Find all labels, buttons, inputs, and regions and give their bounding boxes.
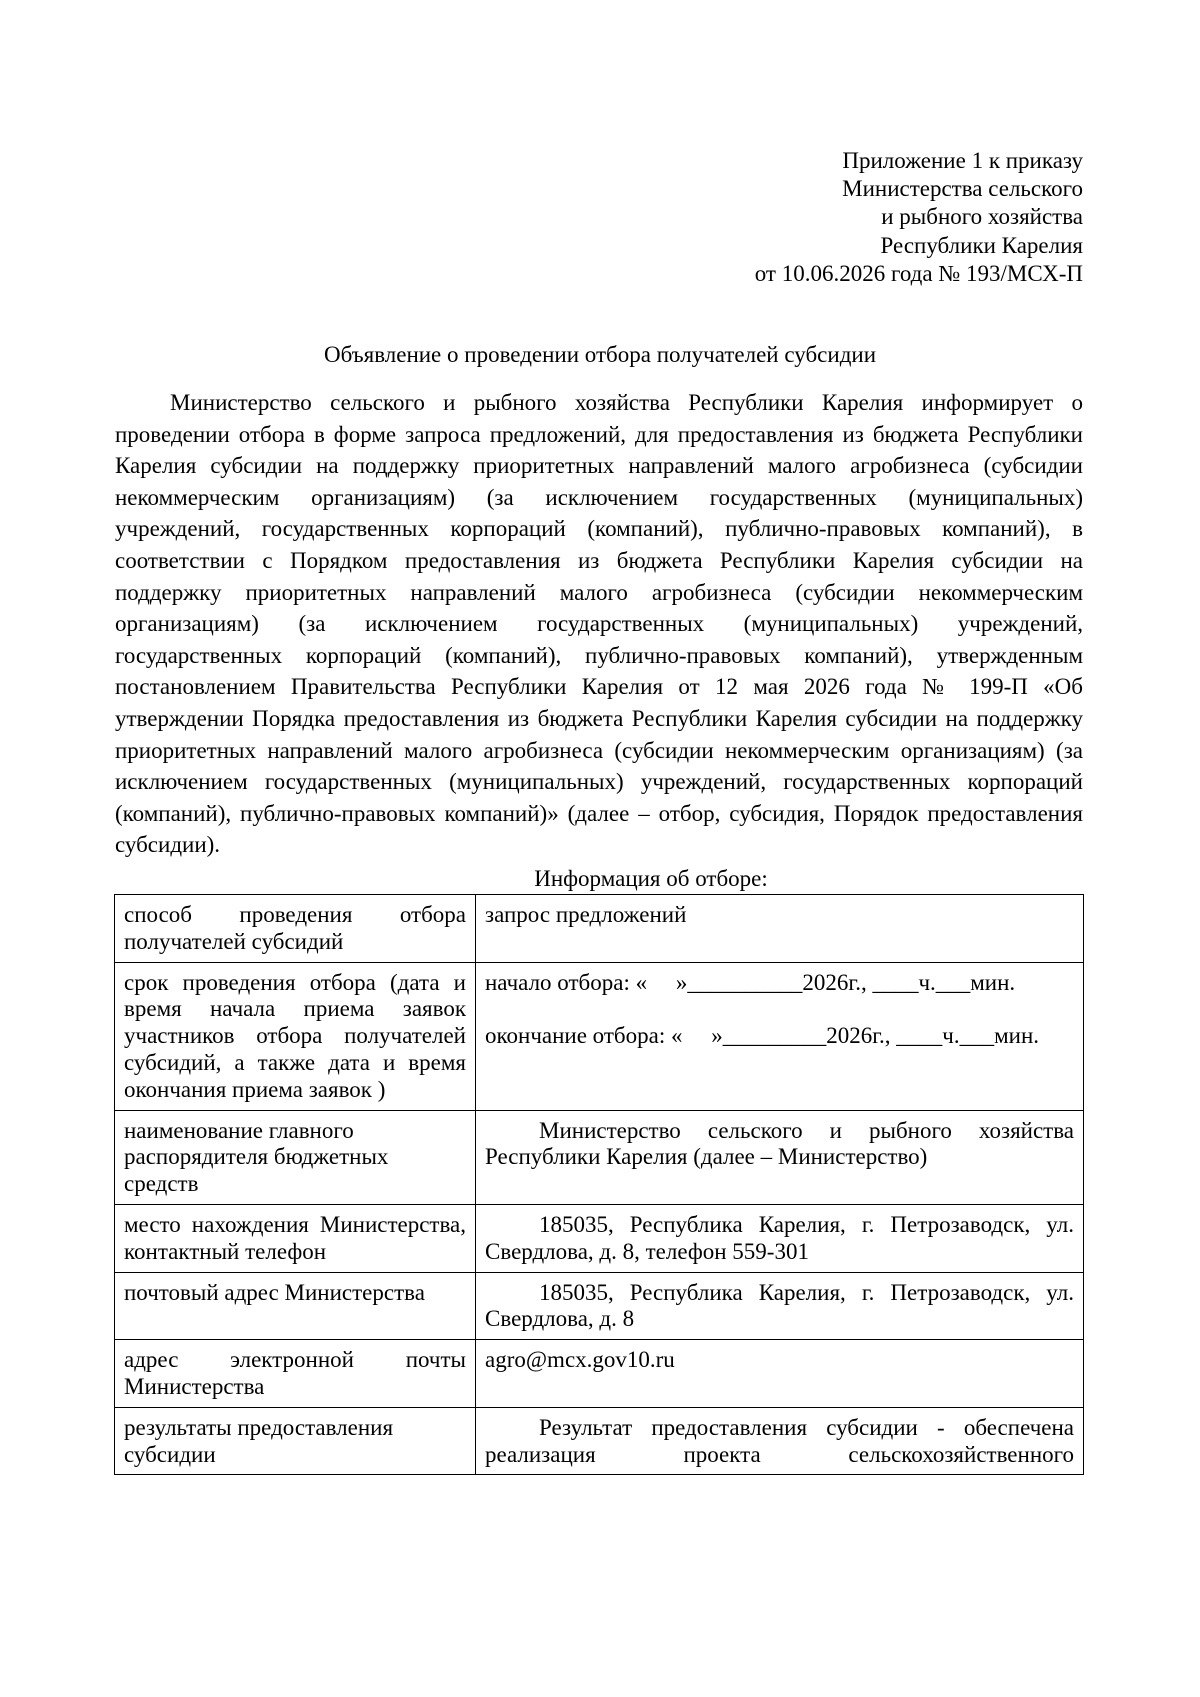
email-link[interactable]: agro@mcx.gov10.ru [485,1347,675,1373]
table-row-postal [115,1272,1084,1340]
document-title: Объявление о проведении отбора получателей субсидии [323,342,877,367]
value-email [476,1340,1084,1408]
approval-line-5: от 10.06.2026 года № 193/МСХ-П [754,260,1083,286]
label-results: результаты предоставления субсидии [115,1407,476,1475]
value-method: запрос предложений [476,895,1084,963]
label-administrator: наименование главного распорядителя бюджетных средств [115,1110,476,1204]
approval-line-2: Министерства сельского [842,176,1083,202]
spacer [485,996,1074,1023]
approval-block [755,147,1083,288]
table-row-administrator [115,1110,1084,1204]
value-postal: 185035, Республика Карелия, г. Петрозаводск, ул. Свердлова, д. 8 [476,1272,1084,1340]
table-row-method [115,895,1084,963]
selection-end: окончание отбора: « »_________2026г., ____ч.___мин. [485,1023,1040,1049]
label-postal: почтовый адрес Министерства [115,1272,476,1340]
table-row-email [115,1340,1084,1408]
value-location: 185035, Республика Карелия, г. Петрозаводск, ул. Свердлова, д. 8, телефон 559-301 [476,1204,1084,1272]
body-paragraph: Министерство сельского и рыбного хозяйства Республики Карелия информирует о проведении отбора в форме запроса предложений, для предоставления из бюджета Республики Карелия субсидии на поддержку приоритетных направлений малого агробизнеса (субсидии некоммерческим организациям) (за исключением государственных (муниципальных) учреждений, государственных корпораций (компаний), публично-правовых компаний), в соответствии с Порядком предоставления из бюджета Республики Карелия субсидии на поддержку приоритетных направлений малого агробизнеса (субсидии некоммерческим организациям) (за исключением государственных (муниципальных) учреждений, государственных корпораций (компаний), публично-правовых компаний), утвержденным постановлением Правительства Республики Карелия от 12 мая 2026 года № 199-П «Об утверждении Порядка предоставления из бюджета Республики Карелия субсидии на поддержку приоритетных направлений малого агробизнеса (субсидии некоммерческим организациям) (за исключением государственных (муниципальных) учреждений, государственных корпораций (компаний), публично-правовых компаний)» (далее – отбор, субсидия, Порядок предоставления субсидии). [115,390,1083,858]
table-row-results [115,1407,1084,1475]
table-caption: Информация об отборе: [534,866,768,891]
approval-line-1: Приложение 1 к приказу [842,148,1083,173]
label-method: способ проведения отбора получателей субсидий [115,895,476,963]
selection-start: начало отбора: « »__________2026г., ____ч.___мин. [485,969,1016,995]
value-results: Результат предоставления субсидии - обеспечена реализация проекта сельскохозяйственного [476,1407,1084,1475]
value-administrator: Министерство сельского и рыбного хозяйства Республики Карелия (далее – Министерство) [476,1110,1084,1204]
approval-line-3: и рыбного хозяйства [881,204,1083,230]
label-email: адрес электронной почты Министерства [115,1340,476,1408]
approval-line-4: Республики Карелия [880,232,1083,258]
label-period: срок проведения отбора (дата и время начала приема заявок участников отбора получателей субсидий, а также дата и время окончания приема заявок ) [115,962,476,1110]
value-period [476,962,1084,1110]
table-row-location [115,1204,1084,1272]
table-row-period [115,962,1084,1110]
selection-info-table [114,894,1084,1475]
label-location: место нахождения Министерства, контактный телефон [115,1204,476,1272]
